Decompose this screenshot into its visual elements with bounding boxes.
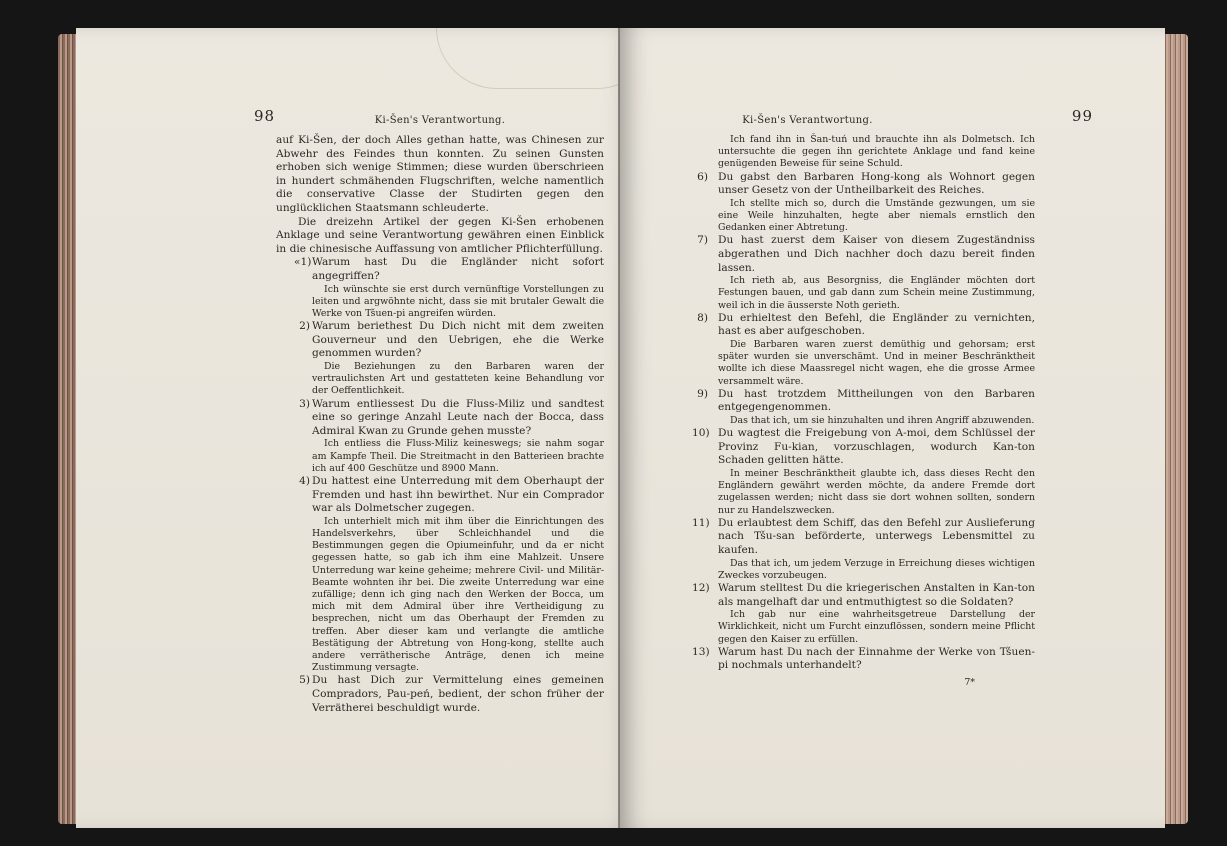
article-question — [276, 398, 604, 439]
left-header — [254, 107, 604, 134]
answer-text: Ich rieth ab, aus Besorgniss, die Engländer möchten dort Festungen bauen, und gab dann zum Schein meine Zustimmung, weil ich in die äusserste Noth gerieth. — [718, 275, 1035, 311]
question-text: Du gabst den Barbaren Hong-kong als Wohnort gegen unser Gesetz von der Untheilbarkeit des Reiches. — [718, 170, 1035, 197]
question-text: Du erlaubtest dem Schiff, das den Befehl zur Auslieferung nach Tšu-san beförderte, unterwegs Lebensmittel zu kaufen. — [718, 516, 1035, 556]
article-answer — [700, 198, 1035, 235]
answer-text: In meiner Beschränktheit glaubte ich, dass dieses Recht den Engländern gewährt werden möchte, da andere Fremde dort zugelassen werden; nicht dass sie dort wohnen sollten, sondern nur zu Handelszwecken. — [718, 467, 1035, 516]
answer-text: Ich gab nur eine wahrheitsgetreue Darstellung der Wirklichkeit, nicht um Furcht einzuflössen, sondern meine Pflicht gegen den Kaiser zu erfüllen. — [718, 609, 1035, 645]
question-text: Warum entliessest Du die Fluss-Miliz und sandtest eine so geringe Anzahl Leute nach der Bocca, dass Admiral Kwan zu Grunde gehen musste? — [312, 397, 604, 437]
article-number: 5) — [299, 674, 310, 687]
signature-mark: 7* — [964, 676, 975, 688]
article-list-left — [276, 256, 604, 715]
answer-text: Das that ich, um jedem Verzuge in Erreichung dieses wichtigen Zweckes vorzubeugen. — [718, 557, 1035, 581]
answer-text: Ich unterhielt mich mit ihm über die Einrichtungen des Handelsverkehrs, über Schleichhandel und die Bestimmungen gegen die Opiumeinfuhr, und da er nicht gegessen hatte, so gab ich ihm eine Mahlzeit. Unsere Unterredung war keine geheime; mehrere Civil- und Militär-Beamte wohnten ihr bei. Die zweite Unterredung war eine zufällige; denn ich ging nach den Werken der Bocca, um mich mit dem Admiral über ihre Vertheidigung zu besprechen, nicht um das Oberhaupt der Fremden zu treffen. Aber dieser kam und verlangte die amtliche Bestätigung der Abtretung von Hong-kong, stellte auch andere verrätherische Anträge, denen ich meine Zustimmung versagte. — [312, 515, 604, 674]
answer-text: Ich wünschte sie erst durch vernünftige Vorstellungen zu leiten und argwöhnte nicht, dass sie mit brutaler Gewalt die Werke von Tšuen-pi angreifen würden. — [312, 283, 604, 319]
answer-text: Ich stellte mich so, durch die Umstände gezwungen, um sie eine Weile hinzuhalten, hegte aber niemals ernstlich den Gedanken einer Abtretung. — [718, 197, 1035, 234]
page-number-left: 98 — [254, 107, 276, 125]
right-page — [620, 28, 1165, 828]
article-question — [692, 581, 1035, 609]
article-question — [692, 645, 1035, 673]
article-answer — [276, 438, 604, 475]
article-question — [276, 475, 604, 516]
article-answer — [276, 516, 604, 675]
answer-text: Die Beziehungen zu den Barbaren waren der vertraulichsten Art und gestatteten keine Behandlung vor der Oeffentlichkeit. — [312, 360, 604, 397]
page-number-right: 99 — [1071, 107, 1093, 125]
running-head-left: Ki-Šen's Verantwortung. — [374, 115, 506, 126]
article-number: 6) — [697, 170, 708, 183]
article-number: 3) — [299, 397, 310, 410]
article-answer — [700, 339, 1035, 388]
article-number: 7) — [697, 234, 708, 247]
question-text: Du hast trotzdem Mittheilungen von den Barbaren entgegengenommen. — [718, 387, 1035, 414]
article-question — [697, 311, 1035, 339]
article-number: 11) — [692, 516, 710, 529]
intro-paragraph: auf Ki-Šen, der doch Alles gethan hatte, was Chinesen zur Abwehr des Feindes thun konnten. Zu seinen Gunsten erhoben sich wenige Stimmen; diese wurden überschrieen in hundert schmähenden Flugschriften, welche namentlich die conservative Classe der Studirten gegen den unglücklichen Staatsmann schleuderte. — [276, 134, 604, 214]
right-header — [700, 107, 1093, 134]
answer-text: Die Barbaren waren zuerst demüthig und gehorsam; erst später wurden sie unverschämt. Und in meiner Beschränktheit wollte ich diese Maassregel nicht wagen, ehe die grosse Armee versammelt wäre. — [718, 338, 1035, 387]
article-list-right — [692, 170, 1035, 673]
article-number: 12) — [692, 581, 710, 594]
running-head-right: Ki-Šen's Verantwortung. — [742, 115, 873, 126]
article-answer — [276, 361, 604, 398]
answer-text: Ich entliess die Fluss-Miliz keineswegs; sie nahm sogar am Kampfe Theil. Die Streitmacht in den Batterieen brachte ich auf 400 Geschütze und 8900 Mann. — [312, 438, 604, 474]
article-number: 9) — [697, 387, 708, 400]
article-answer — [700, 275, 1035, 312]
article-number: 8) — [697, 311, 708, 324]
open-book — [58, 28, 1188, 828]
right-page-content — [692, 107, 1093, 689]
question-text: Warum stelltest Du die kriegerischen Anstalten in Kan-ton als mangelhaft dar und entmuthigtest so die Soldaten? — [718, 581, 1035, 608]
article-question — [697, 234, 1035, 275]
intro-paragraph-2: Die dreizehn Artikel der gegen Ki-Šen erhobenen Anklage und seine Verantwortung gewähren einen Einblick in die chinesische Auffassung von amtlicher Pflichterfüllung. — [276, 215, 604, 255]
article-answer — [700, 609, 1035, 646]
article-answer — [276, 284, 604, 321]
article-number: 4) — [299, 474, 310, 487]
article-number: 13) — [692, 645, 710, 658]
article-answer — [700, 468, 1035, 517]
article-number: 2) — [299, 320, 310, 333]
question-text: Du wagtest die Freigebung von A-moi, dem Schlüssel der Provinz Fu-kian, vorzuschlagen, wodurch Kan-ton Schaden gelitten hätte. — [718, 427, 1035, 467]
left-page-content — [254, 107, 604, 715]
article-question — [697, 387, 1035, 415]
article-question — [692, 427, 1035, 468]
left-page — [76, 28, 636, 828]
answer-5 — [700, 134, 1035, 171]
question-text: Du erhieltest den Befehl, die Engländer zu vernichten, hast es aber aufgeschoben. — [718, 311, 1035, 338]
article-question — [276, 674, 604, 715]
article-question — [692, 516, 1035, 558]
article-number: 10) — [692, 427, 710, 440]
question-text: Du hattest eine Unterredung mit dem Oberhaupt der Fremden und hast ihn bewirthet. Nur ein Comprador war als Dolmetscher zugegen. — [312, 474, 604, 515]
question-text: Du hast Dich zur Vermittelung eines gemeinen Compradors, Pau-peń, bedient, der schon früher der Verrätherei beschuldigt wurde. — [312, 674, 604, 714]
article-number: «1) — [294, 256, 312, 269]
article-question — [697, 170, 1035, 198]
answer-text: Das that ich, um sie hinzuhalten und ihren Angriff abzuwenden. — [730, 414, 1035, 426]
answer-text: Ich fand ihn in Šan-tuń und brauchte ihn als Dolmetsch. Ich untersuchte die gegen ihn gerichtete Anklage und fand keine genügenden Beweise für seine Schuld. — [718, 134, 1035, 170]
article-answer — [700, 558, 1035, 582]
question-text: Warum hast Du die Engländer nicht sofort angegriffen? — [312, 256, 604, 282]
question-text: Du hast zuerst dem Kaiser von diesem Zugeständniss abgerathen und Dich nachher doch dazu bereit finden lassen. — [718, 234, 1035, 274]
article-answer — [700, 415, 1035, 427]
question-text: Warum hast Du nach der Einnahme der Werke von Tšuen-pi nochmals unterhandelt? — [718, 645, 1035, 672]
question-text: Warum beriethest Du Dich nicht mit dem zweiten Gouverneur und den Uebrigen, ehe die Werke genommen wurden? — [312, 320, 604, 360]
article-question — [276, 256, 604, 283]
article-question — [276, 320, 604, 361]
